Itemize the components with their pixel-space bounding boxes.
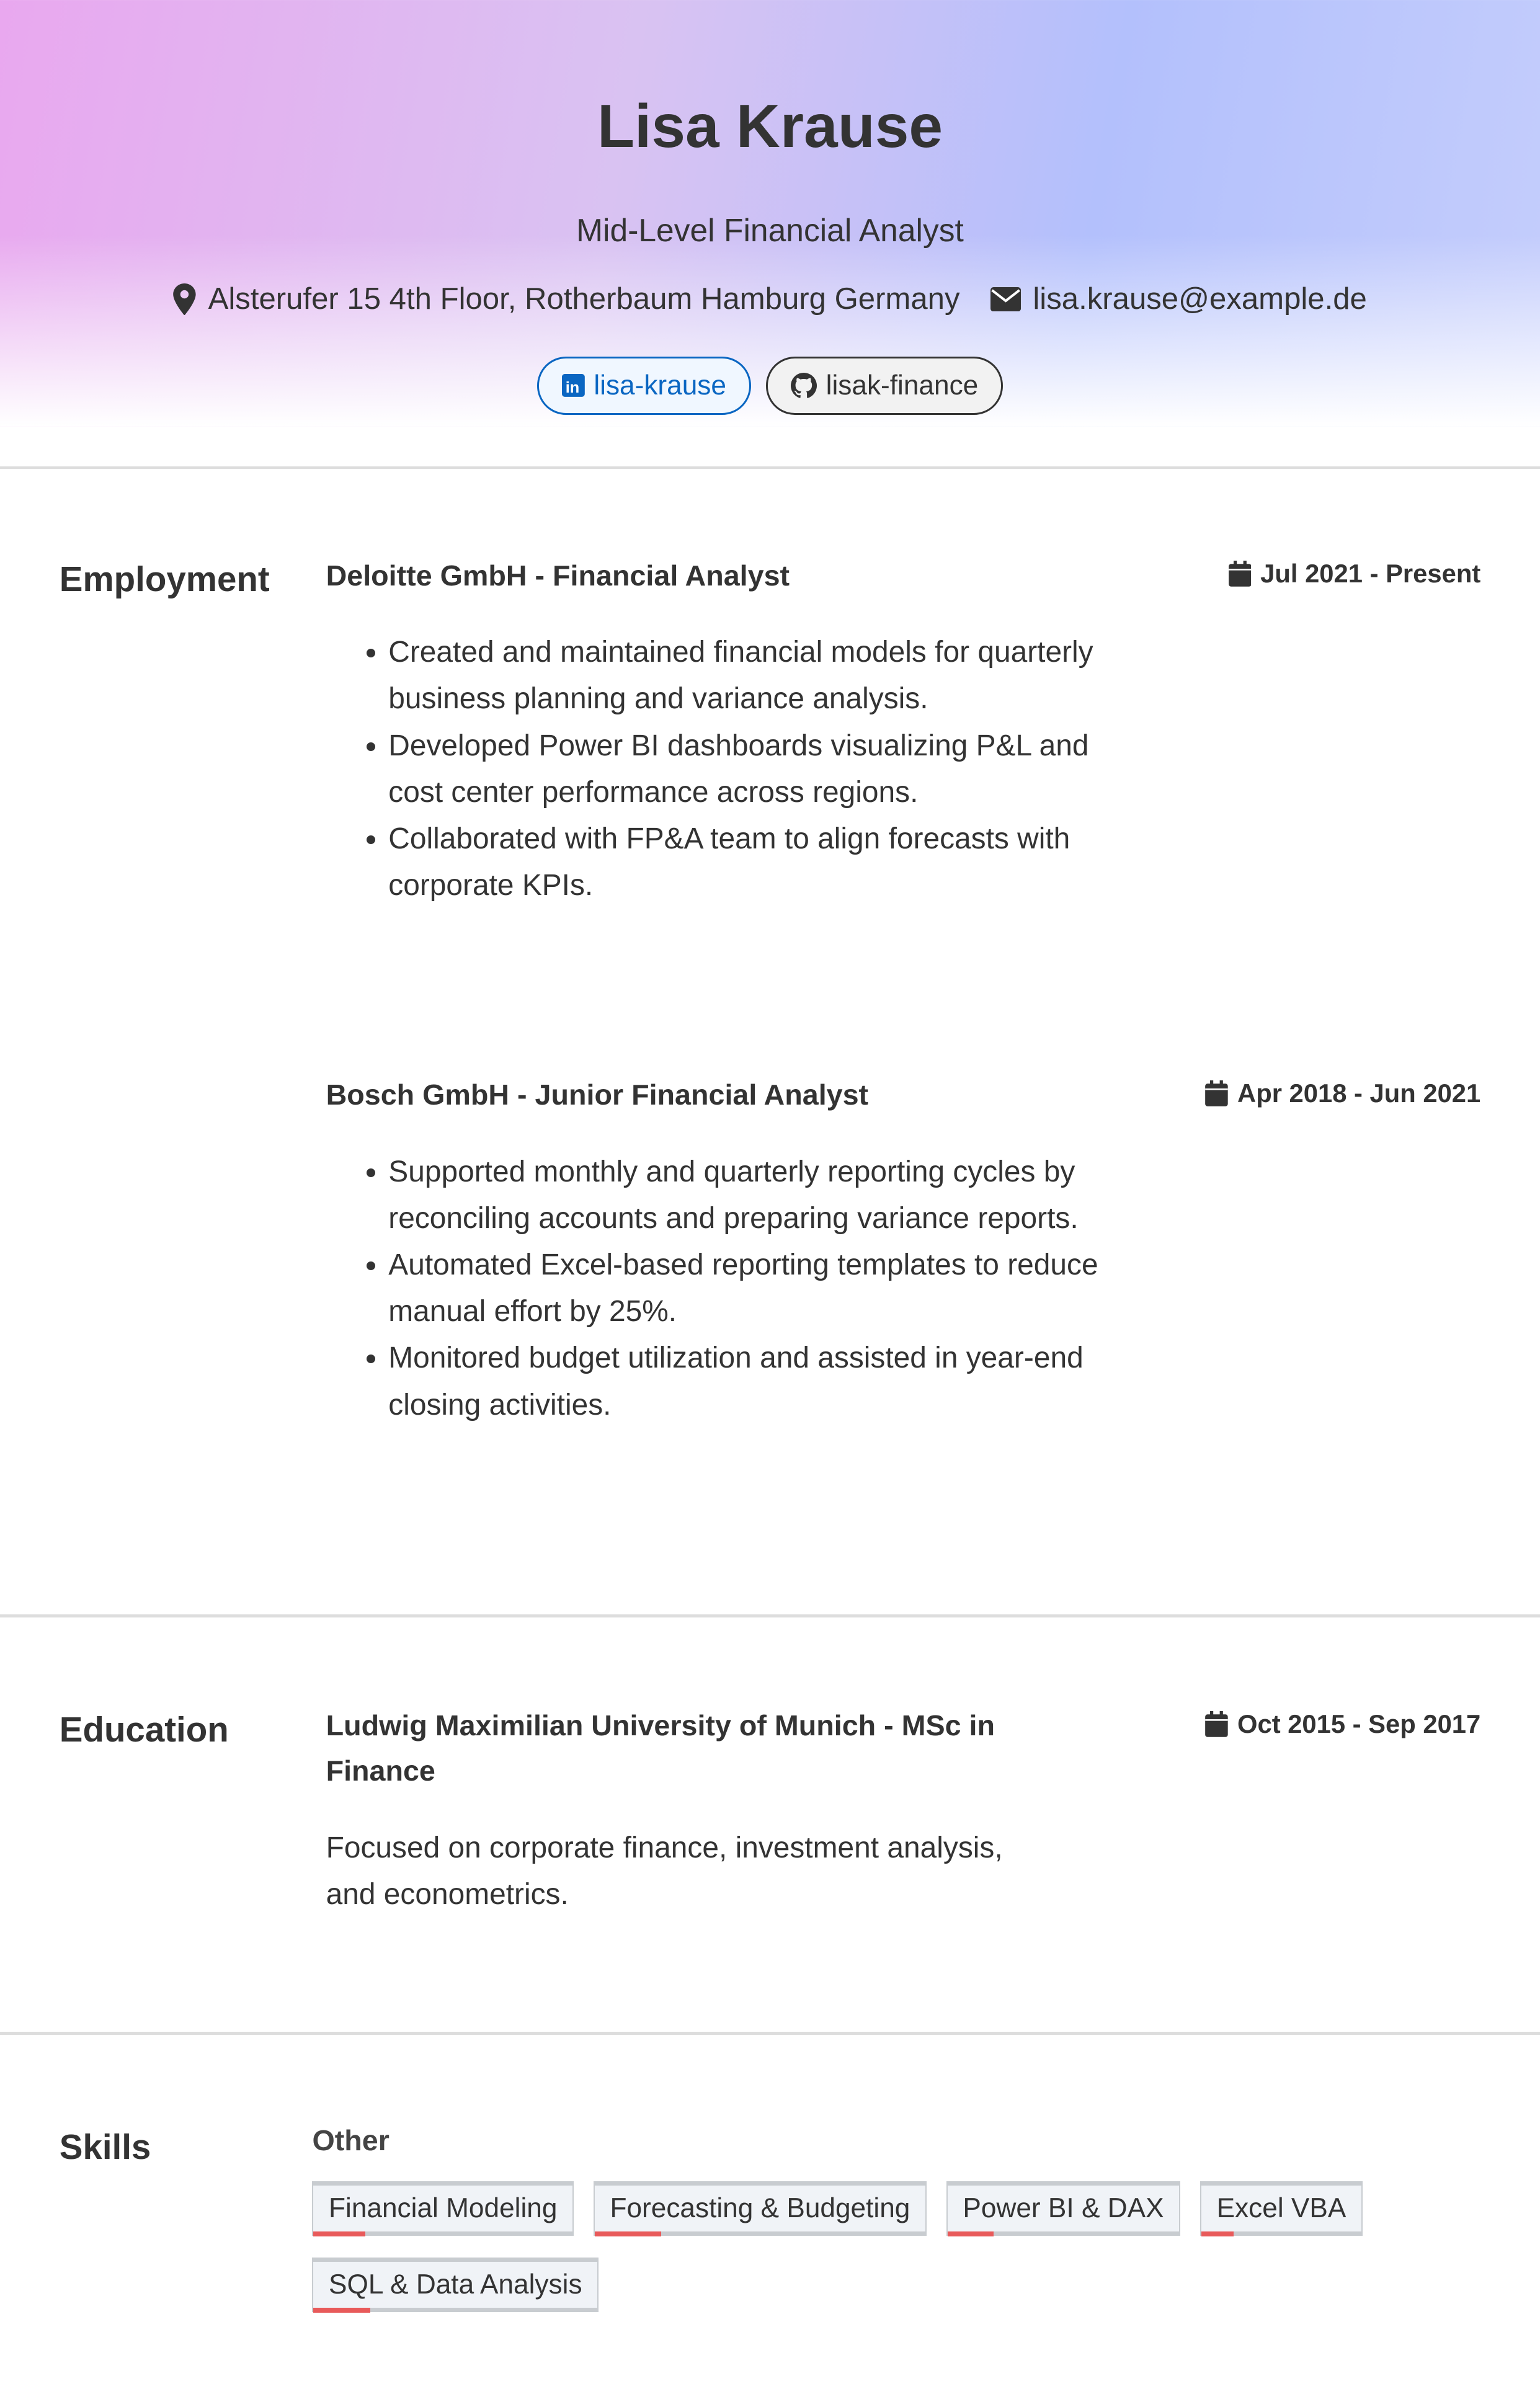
skills-heading: Skills	[59, 2127, 151, 2166]
skill-level-bar	[313, 2308, 370, 2312]
education-date-text: Oct 2015 - Sep 2017	[1237, 1709, 1481, 1738]
job-bullet: • Developed Power BI dashboards visualizing P&L and cost center performance across regions.	[388, 723, 1134, 816]
github-icon	[791, 373, 817, 399]
section-divider	[0, 1614, 1540, 1617]
job-date	[1205, 1079, 1480, 1108]
skill-tags	[312, 2181, 1409, 2312]
job-date-text: Apr 2018 - Jun 2021	[1237, 1078, 1481, 1108]
education-heading: Education	[59, 1709, 229, 1749]
job-title: Bosch GmbH - Junior Financial Analyst	[326, 1079, 869, 1111]
skill-level-bar	[595, 2231, 661, 2236]
job-date-text: Jul 2021 - Present	[1260, 559, 1481, 589]
skill-name: Excel VBA	[1216, 2193, 1346, 2224]
resume-header	[0, 0, 1540, 427]
skill-group-label: Other	[312, 2124, 389, 2156]
job-bullet: • Monitored budget utilization and assisted in year-end closing activities.	[388, 1335, 1134, 1428]
education-date	[1205, 1709, 1480, 1739]
education-description: Focused on corporate finance, investment analysis, and econometrics.	[326, 1831, 1003, 1911]
email[interactable]	[990, 282, 1367, 316]
section-divider	[0, 466, 1540, 469]
skill-tag	[312, 2258, 599, 2312]
linkedin-icon	[562, 374, 585, 397]
skill-tag	[312, 2181, 574, 2236]
job-bullet: • Supported monthly and quarterly reporting cycles by reconciling accounts and preparing variance reports.	[388, 1149, 1134, 1242]
calendar-icon	[1205, 1711, 1228, 1737]
skill-level-bar	[313, 2231, 365, 2236]
job-date	[1229, 559, 1481, 589]
education-title: Ludwig Maximilian University of Munich - MSc in Finance	[326, 1709, 995, 1787]
svg-text:in: in	[565, 379, 579, 397]
skill-name: Financial Modeling	[329, 2193, 558, 2224]
address-text: Alsterufer 15 4th Floor, Rotherbaum Hamburg Germany	[208, 282, 960, 316]
job-bullet: • Created and maintained financial models for quarterly business planning and variance analysis.	[388, 629, 1134, 722]
envelope-icon	[990, 287, 1021, 311]
job-bullet: • Collaborated with FP&A team to align forecasts with corporate KPIs.	[388, 816, 1134, 909]
section-divider	[0, 2032, 1540, 2035]
employment-heading: Employment	[59, 559, 270, 599]
job-bullets	[326, 629, 1135, 909]
github-link[interactable]	[766, 357, 1003, 415]
skill-name: Forecasting & Budgeting	[610, 2193, 910, 2224]
skill-tag	[946, 2181, 1180, 2236]
github-handle: lisak-finance	[826, 370, 979, 401]
address	[173, 282, 959, 316]
profile-links	[0, 357, 1540, 415]
contact-line	[0, 282, 1540, 316]
skill-name: SQL & Data Analysis	[329, 2269, 582, 2300]
candidate-role: Mid-Level Financial Analyst	[576, 212, 964, 249]
map-pin-icon	[173, 283, 196, 316]
email-text: lisa.krause@example.de	[1033, 282, 1367, 316]
calendar-icon	[1229, 561, 1252, 587]
linkedin-handle: lisa-krause	[594, 370, 726, 401]
skill-tag	[1200, 2181, 1363, 2236]
job-bullet: • Automated Excel-based reporting templates to reduce manual effort by 25%.	[388, 1242, 1134, 1335]
skill-level-bar	[1201, 2231, 1234, 2236]
candidate-name: Lisa Krause	[597, 92, 943, 161]
skill-tag	[594, 2181, 927, 2236]
skill-name: Power BI & DAX	[963, 2193, 1164, 2224]
job-title: Deloitte GmbH - Financial Analyst	[326, 559, 790, 592]
skill-level-bar	[948, 2231, 994, 2236]
calendar-icon	[1205, 1080, 1228, 1106]
linkedin-link[interactable]	[537, 357, 751, 415]
job-bullets	[326, 1149, 1135, 1428]
